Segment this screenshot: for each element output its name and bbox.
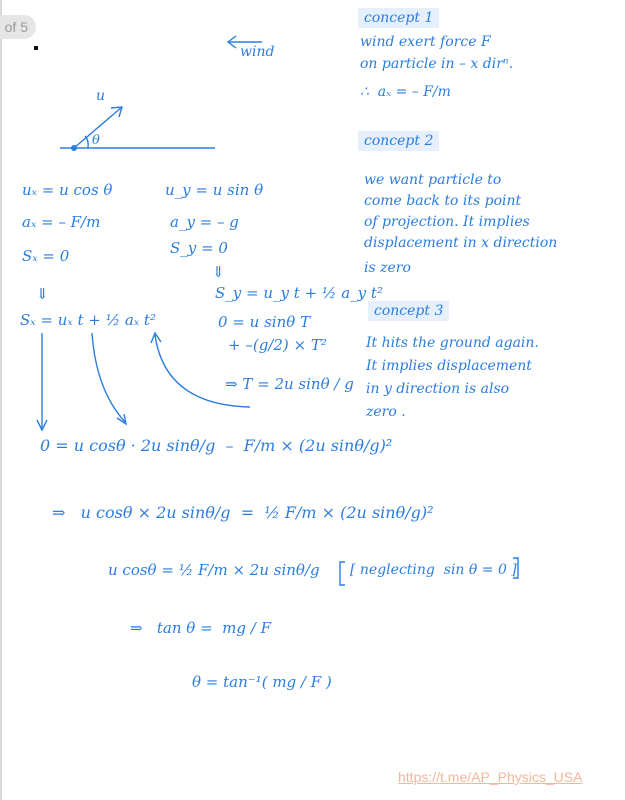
concept-2-line: of projection. It implies: [364, 214, 530, 230]
equation-t-squared: + –(g/2) × T²: [228, 336, 327, 354]
concept-1-line: on particle in – x dirⁿ.: [360, 56, 514, 72]
concept-2-line: is zero: [364, 260, 411, 276]
concept-3-title: concept 3: [368, 301, 449, 321]
concept-2-line: come back to its point: [364, 193, 522, 209]
concept-3-line: zero .: [366, 404, 406, 420]
derivation-step-3: u cosθ = ½ F/m × 2u sinθ/g: [108, 561, 320, 579]
equation-uy: u_y = u sin θ: [165, 181, 264, 199]
velocity-label: u: [96, 88, 106, 104]
concept-1-line: wind exert force F: [360, 34, 491, 50]
concept-3-line: It hits the ground again.: [366, 335, 539, 351]
derivation-result: θ = tan⁻¹( mg / F ): [192, 673, 332, 691]
derivation-step-2: ⇒ u cosθ × 2u sinθ/g = ½ F/m × (2u sinθ/g)²: [52, 503, 434, 522]
concept-3-line: in y direction is also: [366, 381, 510, 397]
concept-2-line: displacement in x direction: [364, 235, 558, 251]
equation-sy-kinematic: S_y = u_y t + ½ a_y t²: [215, 284, 383, 302]
equation-zero-t: 0 = u sinθ T: [218, 313, 311, 331]
bracket-left: [340, 562, 345, 585]
arrow-curve-2: [92, 333, 125, 422]
concept-2-line: we want particle to: [364, 172, 502, 188]
concept-1-line: ∴ aₓ = – F/m: [360, 84, 451, 100]
wind-label: wind: [240, 44, 275, 60]
equation-sx-kinematic: Sₓ = uₓ t + ½ aₓ t²: [20, 311, 156, 329]
concept-2-title: concept 2: [358, 131, 439, 151]
concept-3-line: It implies displacement: [366, 358, 532, 374]
equation-sx: Sₓ = 0: [22, 247, 70, 265]
neglecting-note: [ neglecting sin θ = 0 ]: [350, 562, 517, 578]
implies-arrow-right: ⇓: [212, 263, 225, 281]
watermark-link[interactable]: https://t.me/AP_Physics_USA: [398, 769, 583, 785]
equation-ax: aₓ = – F/m: [22, 213, 101, 231]
equation-ay: a_y = – g: [170, 213, 239, 231]
equation-sy: S_y = 0: [170, 239, 228, 257]
equation-time-of-flight: ⇒ T = 2u sinθ / g: [225, 375, 354, 393]
concept-1-title: concept 1: [358, 8, 439, 28]
derivation-tan: ⇒ tan θ = mg / F: [130, 619, 271, 637]
derivation-step-1: 0 = u cosθ · 2u sinθ/g – F/m × (2u sinθ/g)²: [40, 436, 393, 455]
equation-ux: uₓ = u cos θ: [22, 181, 113, 199]
page-count-badge: of 5: [0, 15, 36, 39]
angle-label: θ: [92, 133, 100, 148]
implies-arrow-left: ⇓: [36, 285, 49, 303]
